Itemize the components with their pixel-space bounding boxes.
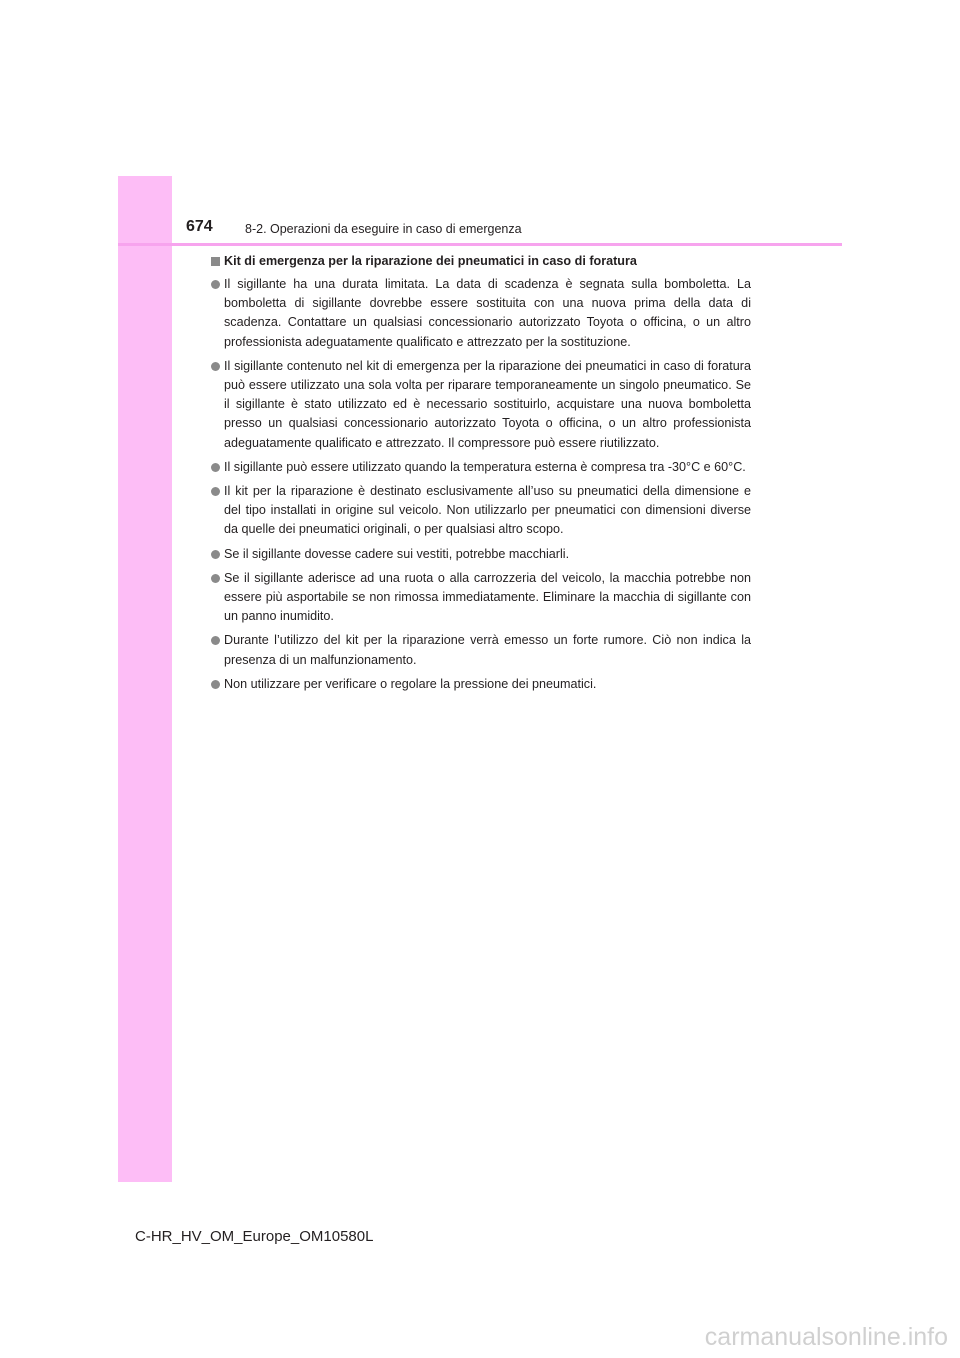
list-item [211, 631, 751, 669]
list-item [211, 482, 751, 540]
page-number: 674 [186, 218, 213, 235]
list-item [211, 275, 751, 352]
circle-bullet-icon [211, 680, 220, 689]
circle-bullet-icon [211, 636, 220, 645]
list-item-text: Il sigillante contenuto nel kit di emergenza per la riparazione dei pneumatici in caso di foratura può essere utilizzato una sola volta per riparare temporaneamente un singolo pneumatico. Se il sigillante è stato utilizzato ed è necessario sostituirlo, acquistare una nuova bomboletta presso un qualsiasi concessionario autorizzato Toyota o officina, o un altro professionista adeguatamente qualificato e attrezzato. Il compressore può essere riutilizzato. [224, 358, 751, 450]
side-color-band [118, 176, 172, 1182]
circle-bullet-icon [211, 463, 220, 472]
subsection-heading [211, 252, 751, 271]
main-content [211, 252, 751, 699]
circle-bullet-icon [211, 362, 220, 371]
list-item [211, 357, 751, 453]
list-item-text: Il kit per la riparazione è destinato esclusivamente all’uso su pneumatici della dimensione e del tipo installati in origine sul veicolo. Non utilizzarlo per pneumatici con dimensioni diverse da quelle dei pneumatici originali, o per qualsiasi altro scopo. [224, 484, 751, 537]
list-item-text: Durante l’utilizzo del kit per la riparazione verrà emesso un forte rumore. Ciò non indica la presenza di un malfunzionamento. [224, 633, 751, 667]
circle-bullet-icon [211, 550, 220, 559]
list-item [211, 675, 751, 694]
circle-bullet-icon [211, 574, 220, 583]
header-color-band [118, 176, 172, 245]
list-item-text: Non utilizzare per verificare o regolare la pressione dei pneumatici. [224, 676, 597, 691]
list-item [211, 569, 751, 627]
square-bullet-icon [211, 257, 220, 266]
list-item-text: Se il sigillante aderisce ad una ruota o alla carrozzeria del veicolo, la macchia potrebbe non essere più asportabile se non rimossa immediatamente. Eliminare la macchia di sigillante con un panno inumidito. [224, 570, 751, 624]
header-rule [118, 243, 842, 246]
list-item-text: Il sigillante può essere utilizzato quando la temperatura esterna è compresa tra -30°C e 60°C. [224, 459, 746, 474]
list-item [211, 458, 751, 477]
section-title: 8-2. Operazioni da eseguire in caso di emergenza [245, 222, 522, 236]
list-item-text: Il sigillante ha una durata limitata. La data di scadenza è segnata sulla bomboletta. La bomboletta di sigillante dovrebbe essere sostituita con una nuova prima della data di scadenza. Contattare un qualsiasi concessionario autorizzato Toyota o officina, o un altro professionista adeguatamente qualificato e attrezzato per la sostituzione. [224, 277, 751, 349]
document-code: C-HR_HV_OM_Europe_OM10580L [135, 1228, 374, 1245]
circle-bullet-icon [211, 280, 220, 289]
list-item-text: Se il sigillante dovesse cadere sui vestiti, potrebbe macchiarli. [224, 546, 570, 561]
subsection-heading-text: Kit di emergenza per la riparazione dei pneumatici in caso di foratura [224, 254, 637, 268]
list-item [211, 545, 751, 564]
watermark: carmanualsonline.info [704, 1323, 948, 1351]
circle-bullet-icon [211, 487, 220, 496]
